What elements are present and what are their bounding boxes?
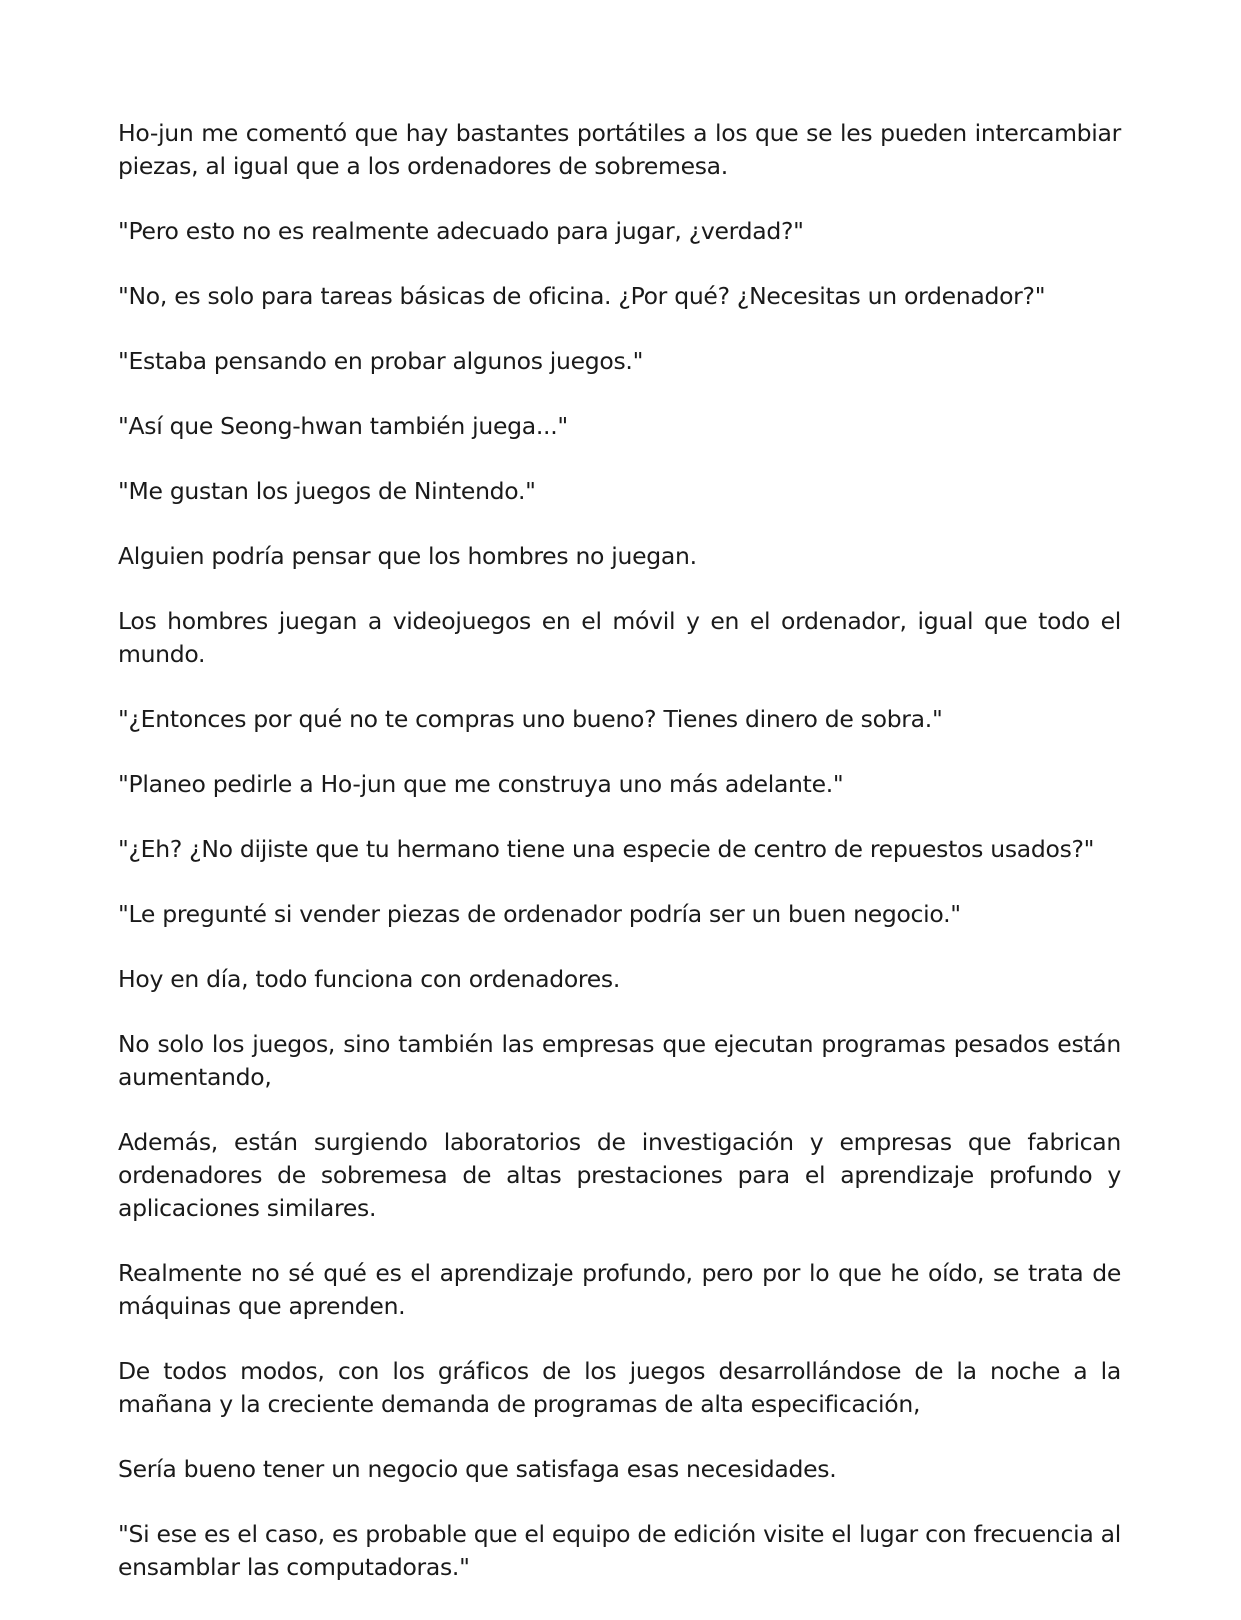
paragraph: Realmente no sé qué es el aprendizaje profundo, pero por lo que he oído, se trata de máquinas que aprenden. — [118, 1259, 1121, 1320]
paragraph: "Así que Seong-hwan también juega..." — [118, 412, 568, 440]
paragraph: Además, están surgiendo laboratorios de investigación y empresas que fabrican ordenadores de sobremesa de altas prestaciones para el aprendizaje profundo y aplicaciones similares. — [118, 1128, 1121, 1222]
paragraph: Hoy en día, todo funciona con ordenadores. — [118, 965, 621, 993]
paragraph: "¿Eh? ¿No dijiste que tu hermano tiene una especie de centro de repuestos usados?" — [118, 835, 1095, 863]
document-page — [118, 117, 1121, 1616]
paragraph: "Planeo pedirle a Ho-jun que me construya uno más adelante." — [118, 770, 844, 798]
paragraph: "Pero esto no es realmente adecuado para jugar, ¿verdad?" — [118, 217, 804, 245]
paragraph: "No, es solo para tareas básicas de oficina. ¿Por qué? ¿Necesitas un ordenador?" — [118, 282, 1046, 310]
paragraph: "Si ese es el caso, es probable que el equipo de edición visite el lugar con frecuencia al ensamblar las computadoras." — [118, 1520, 1121, 1581]
paragraph: "¿Entonces por qué no te compras uno bueno? Tienes dinero de sobra." — [118, 705, 943, 733]
paragraph: Alguien podría pensar que los hombres no juegan. — [118, 542, 697, 570]
paragraph: "Le pregunté si vender piezas de ordenador podría ser un buen negocio." — [118, 900, 961, 928]
paragraph: No solo los juegos, sino también las empresas que ejecutan programas pesados están aumentando, — [118, 1030, 1121, 1091]
paragraph: Los hombres juegan a videojuegos en el móvil y en el ordenador, igual que todo el mundo. — [118, 607, 1121, 668]
paragraph: "Estaba pensando en probar algunos juegos." — [118, 347, 644, 375]
paragraph: Sería bueno tener un negocio que satisfaga esas necesidades. — [118, 1455, 837, 1483]
paragraph: "Me gustan los juegos de Nintendo." — [118, 477, 536, 505]
paragraph: Ho-jun me comentó que hay bastantes portátiles a los que se les pueden intercambiar piezas, al igual que a los ordenadores de sobremesa. — [118, 119, 1121, 180]
paragraph: De todos modos, con los gráficos de los juegos desarrollándose de la noche a la mañana y la creciente demanda de programas de alta especificación, — [118, 1357, 1121, 1418]
